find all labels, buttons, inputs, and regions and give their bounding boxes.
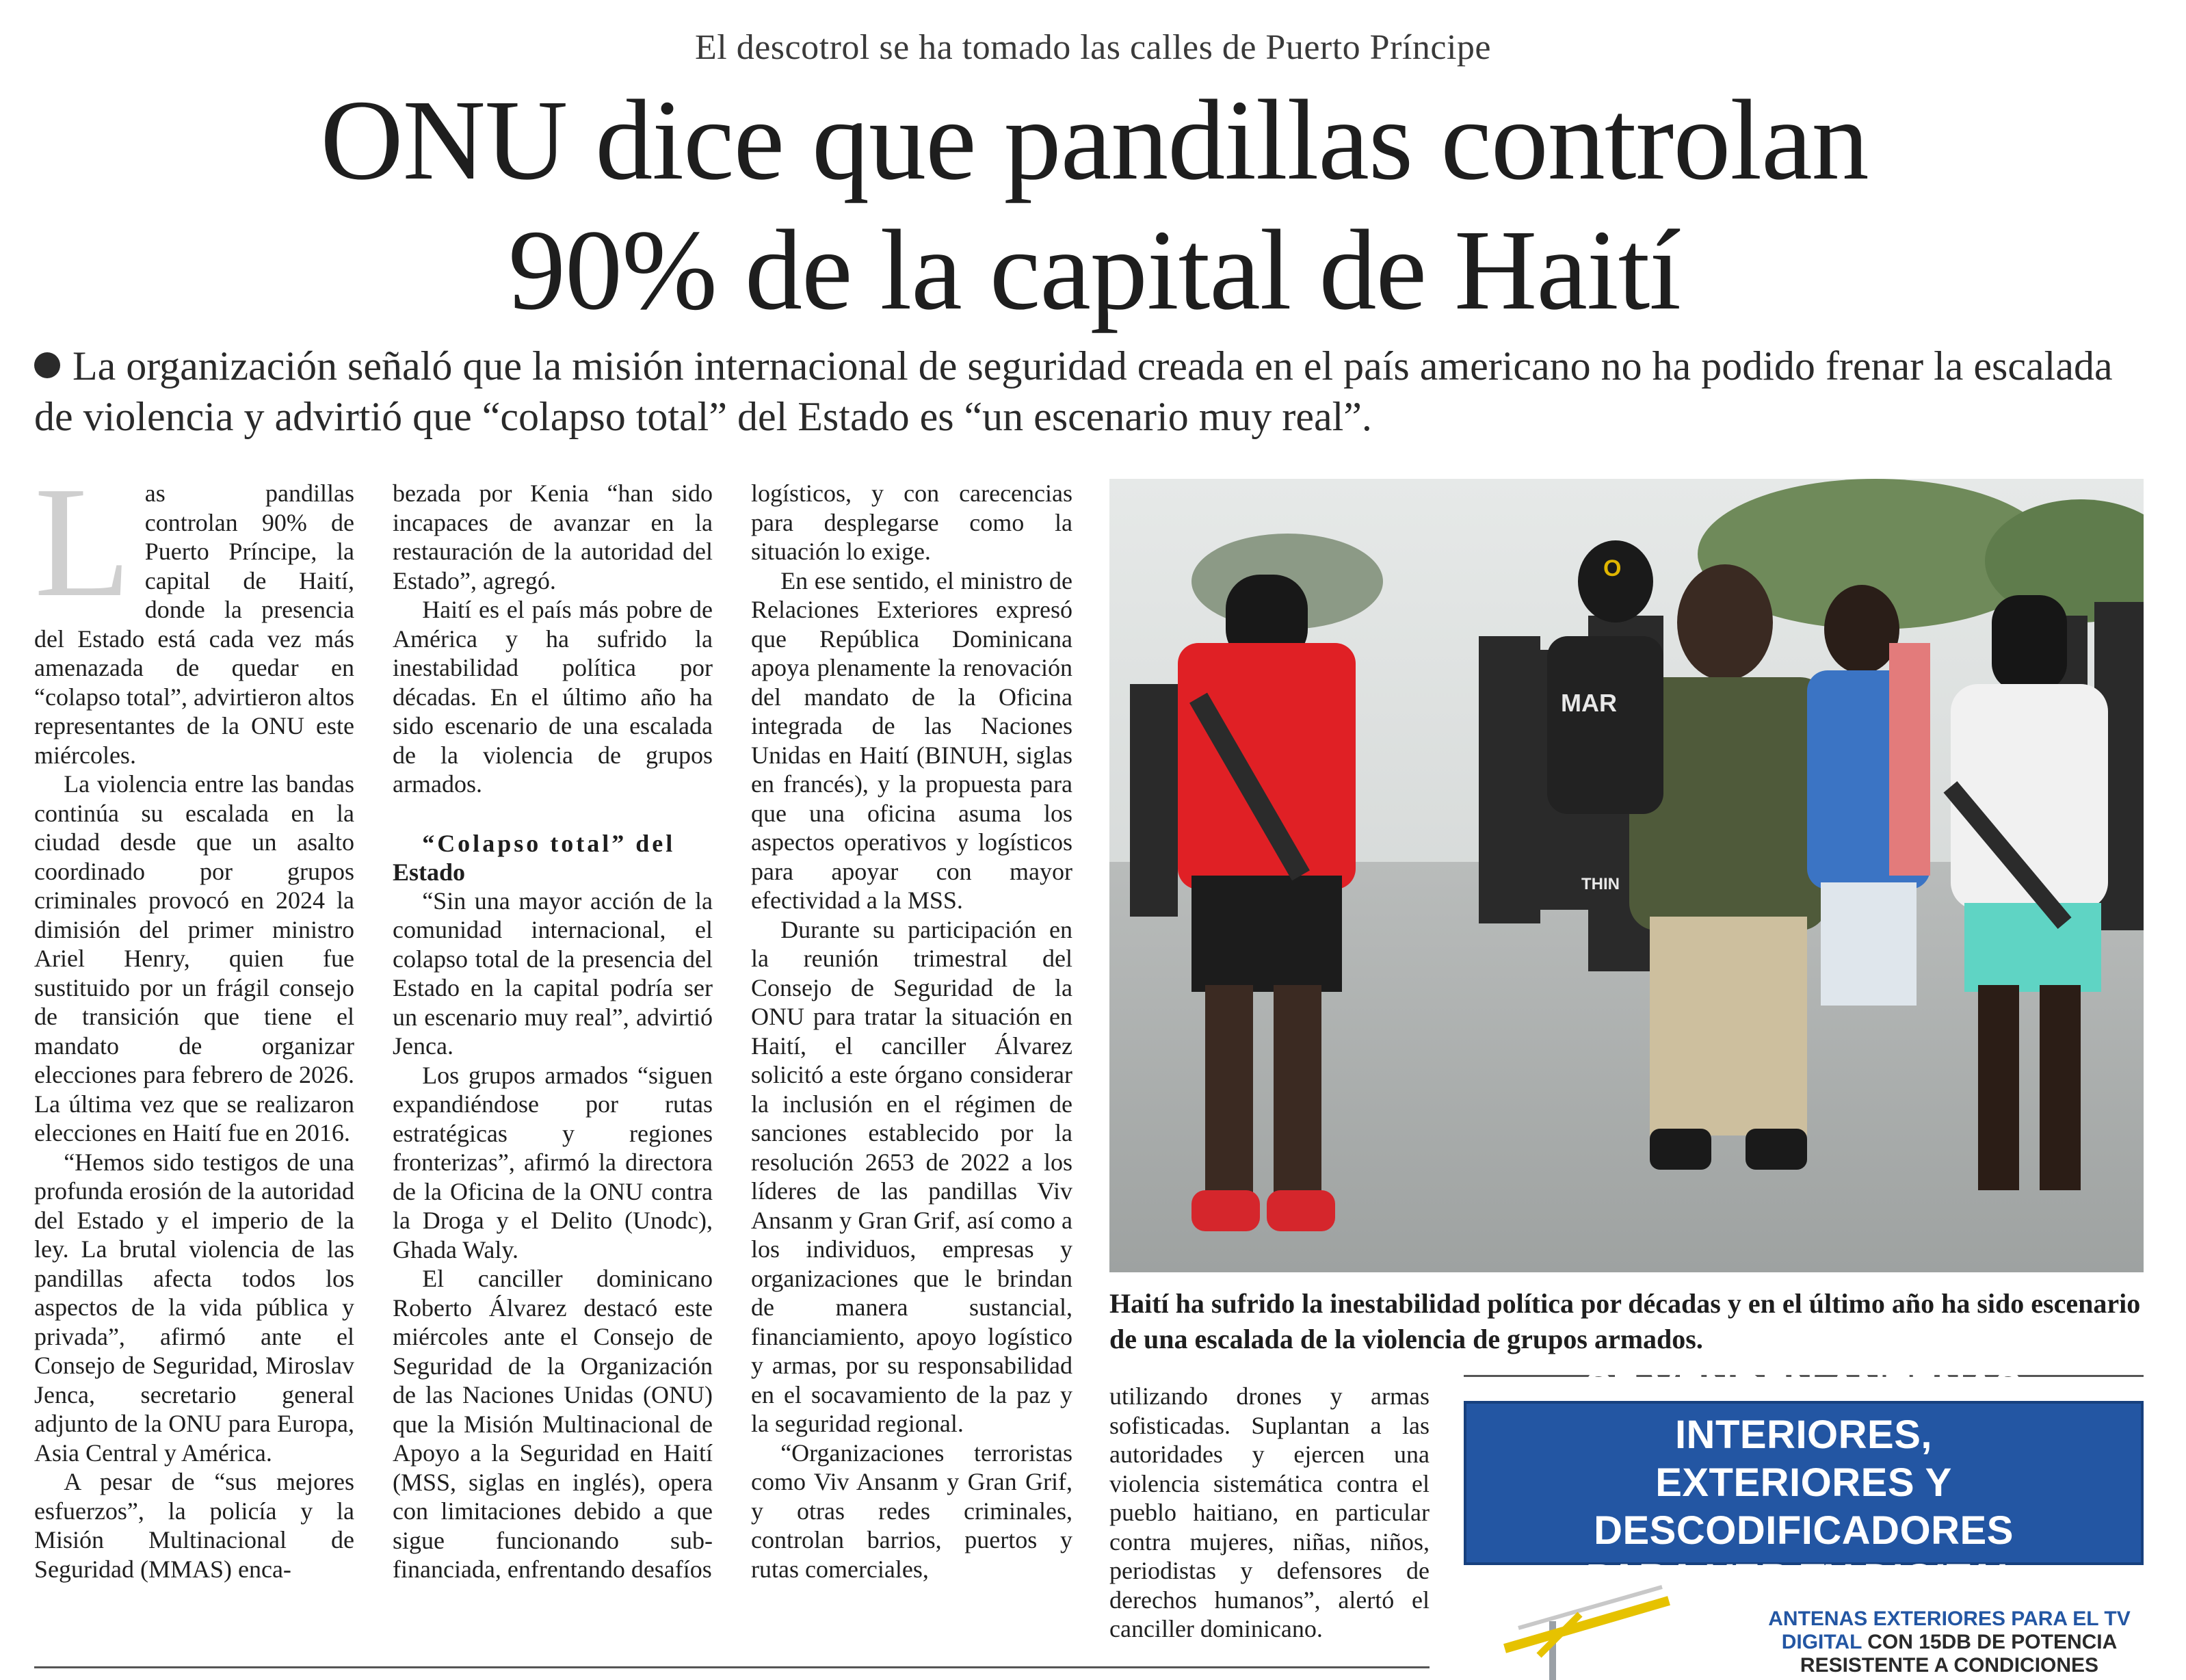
ad-banner[interactable]	[1464, 1365, 2144, 1601]
article-paragraph: bezada por Kenia “han sido incapaces de avanzar en la restauración de la autoridad del Estado”, agregó.	[393, 480, 713, 594]
article-paragraph: En ese sentido, el ministro de Relaciones Exteriores expresó que República Dominicana apoya plenamente la renovación del mandato de la Oficina integrada de las Naciones Unidas en Haití (BINUH, siglas en francés), y la propuesta para que una oficina asuma los aspectos operativos y logísticos para apoyar con mayor efectividad a la MSS.	[751, 566, 1072, 914]
article-paragraph: Los grupos armados “siguen expandiéndose por rutas estratégicas y regiones fronterizas”, afirmó la directora de la Oficina de la ONU contra la Droga y el Delito (Unodc), Ghada Waly.	[393, 1061, 713, 1263]
ad-title	[1466, 1363, 2141, 1603]
photo-illustration	[1109, 479, 2144, 1272]
ad-sub-line-2	[1758, 1631, 2141, 1654]
article-subhead	[393, 829, 713, 887]
subhead-line-2: Estado	[393, 858, 466, 886]
page-bottom-rule	[34, 1666, 1430, 1668]
ad-subtext	[1758, 1607, 2141, 1677]
article-paragraph: utilizando drones y armas sofisticadas. Suplantan a las autoridades y ejercen una violencia sistemática contra el pueblo haitiano, en particular contra mujeres, niñas, niños, periodistas y defensores de derechos humanos”, alertó el canciller dominicano.	[1109, 1382, 1430, 1642]
article-column-3	[751, 479, 1072, 1584]
ad-title-line-1: SE VENDEN ANTENAS INTERIORES,	[1585, 1365, 2022, 1457]
article-paragraph: “Sin una mayor acción de la comunidad internacional, el colapso total de la presencia del Estado en la capital podría ser un escenario muy real”, advirtió Jenca.	[393, 887, 713, 1060]
cap-logo-text: O	[1603, 555, 1622, 581]
ad-sub-line-2-bold: DIGITAL	[1781, 1631, 1862, 1653]
article-column-1	[34, 454, 354, 1584]
article-paragraph: El canciller dominicano Roberto Álvarez destacó este miércoles ante el Consejo de Seguridad de la Organización de las Naciones Unidas (ONU) que la Misión Multinacional de Apoyo a la Seguridad en Haití (MSS, siglas en inglés), opera con limitaciones debido a que sigue funcionando sub-financiada, enfrentando desafíos	[393, 1265, 713, 1583]
headline-line-1: ONU dice que pandillas controlan	[320, 77, 1869, 204]
news-photo	[1109, 479, 2144, 1272]
article-paragraph: Durante su participación en la reunión trimestral del Consejo de Seguridad de la ONU para tratar la situación en Haití, el canciller Álvarez solicitó a este órgano considerar la inclusión en el régimen de sanciones establecido por la resolución 2653 de 2022 a los líderes de las pandillas Viv Ansanm y Gran Grif, así como a los individuos, empresas y organizaciones que le brindan de manera sustancial, financiamiento, apoyo logístico y armas, por su responsabilidad en el socavamiento de la paz y la seguridad regional.	[751, 915, 1072, 1437]
photo-caption: Haití ha sufrido la inestabilidad política por décadas y en el último año ha sido escenario de una escalada de la violencia de grupos armados.	[1109, 1288, 2141, 1354]
article-column-2	[393, 479, 713, 1584]
article-paragraph: Haití es el país más pobre de América y ha sufrido la inestabilidad política por décadas. En el último año ha sido escenario de una escalada de la violencia de grupos armados.	[393, 596, 713, 798]
ad-lower-section	[1464, 1573, 2144, 1680]
article-paragraph	[34, 454, 354, 770]
article-paragraph: logísticos, y con carecencias para desplegarse como la situación lo exige.	[751, 480, 1072, 565]
paragraph-text: as pandillas controlan 90% de Puerto Príncipe, la capital de Haití, donde la presencia del Estado está cada vez más amenazada de quedar en “colapso total”, advirtieron altos representantes de la ONU este miércoles.	[34, 480, 354, 769]
bullet-icon	[34, 352, 60, 378]
drop-cap: L	[34, 454, 131, 630]
tshirt-print-text: THIN	[1581, 875, 1620, 893]
deck-text: La organización señaló que la misión internacional de seguridad creada en el país americano no ha podido frenar la escalada de violencia y advirtió que “colapso total” del Estado es “un escenario muy real”.	[34, 343, 2113, 439]
article-column-4	[1109, 1382, 1430, 1644]
article-paragraph: “Hemos sido testigos de una profunda erosión de la autoridad del Estado y el imperio de la ley. La brutal violencia de las pandillas afecta todos los aspectos de la vida pública y privada”, afirmó ante el Consejo de Seguridad, Miroslav Jenca, secretario general adjunto de la ONU para Europa, Asia Central y América.	[34, 1148, 354, 1467]
ad-sub-line-3: RESISTENTE A CONDICIONES	[1800, 1654, 2099, 1677]
article-headline	[137, 75, 2052, 335]
article-paragraph: La violencia entre las bandas continúa su escalada en la ciudad desde que un asalto coordinado por grupos criminales provocó en 2024 la dimisión del primer ministro Ariel Henry, quien fue sustituido por un frágil consejo de transición que tiene el mandato de organizar elecciones para febrero de 2026. La última vez que se realizaron elecciones en Haití fue en 2016.	[34, 770, 354, 1146]
article-kicker: El descotrol se ha tomado las calles de Puerto Príncipe	[695, 28, 1491, 67]
article-paragraph: “Organizaciones terroristas como Viv Ansanm y Gran Grif, y otras redes criminales, controlan barrios, puertos y rutas comerciales,	[751, 1439, 1072, 1583]
headline-line-2: 90% de la capital de Haití	[508, 207, 1681, 334]
ad-title-line-2: EXTERIORES Y DESCODIFICADORES	[1594, 1460, 2014, 1553]
shirt-print-text: MAR	[1561, 689, 1617, 717]
antenna-icon	[1464, 1573, 1758, 1680]
ad-sub-line-2-rest: CON 15DB DE POTENCIA	[1867, 1631, 2118, 1653]
subhead-line-1: “Colapso total” del	[422, 829, 676, 857]
ad-title-line-3: PARA VER TV DIGITAL	[1585, 1556, 2022, 1601]
article-paragraph: A pesar de “sus mejores esfuerzos”, la policía y la Misión Multinacional de Seguridad (MMAS) enca-	[34, 1468, 354, 1583]
article-deck	[34, 341, 2155, 442]
ad-sub-line-1: ANTENAS EXTERIORES PARA EL TV	[1768, 1607, 2131, 1630]
